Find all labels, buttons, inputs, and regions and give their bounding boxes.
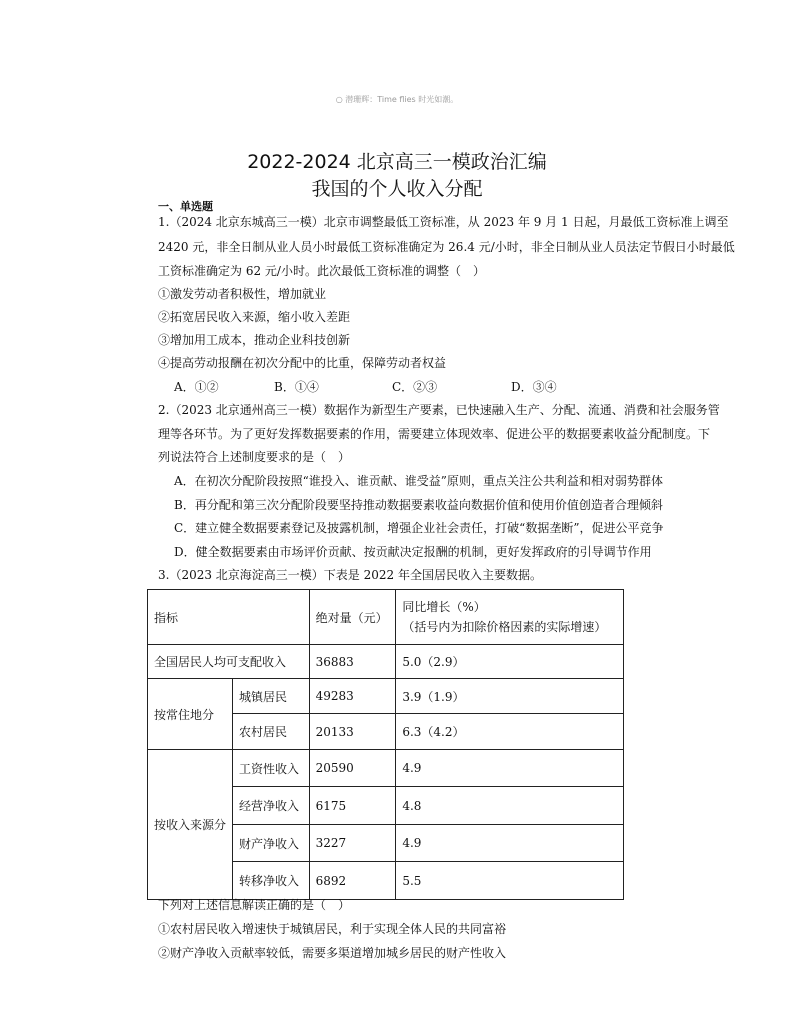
q2-option-a: A．在初次分配阶段按照“谁投入、谁贡献、谁受益”原则，重点关注公共利益和相对弱势群体 (174, 474, 663, 488)
q2-option-b: B．再分配和第三次分配阶段要坚持推动数据要素收益向数据价值和使用价值创造者合理倾斜 (174, 498, 663, 512)
row-label: 工资性收入 (233, 750, 310, 787)
row-label: 财产净收入 (233, 825, 310, 862)
header-indicator: 指标 (148, 590, 310, 645)
table-row (148, 750, 624, 787)
q3-statement-2: ②财产净收入贡献率较低，需要多渠道增加城乡居民的财产性收入 (158, 946, 507, 960)
table-row (148, 645, 624, 679)
row-value: 6892 (309, 862, 396, 900)
section-heading: 一、单选题 (158, 200, 213, 213)
row-value: 36883 (309, 645, 396, 679)
q2-option-d: D．健全数据要素由市场评价贡献、按贡献决定报酬的机制，更好发挥政府的引导调节作用 (174, 545, 652, 559)
q1-line-1: 1.（2024 北京东城高三一模）北京市调整最低工资标准，从 2023 年 9 月 1 日起，月最低工资标准上调至 (158, 215, 729, 229)
row-label: 转移净收入 (233, 862, 310, 900)
row-growth: 5.5 (396, 862, 624, 900)
table-header-row (148, 590, 624, 645)
q1-statement-1: ①激发劳动者积极性，增加就业 (158, 287, 327, 301)
q2-line-3: 列说法符合上述制度要求的是（ ） (158, 450, 351, 464)
table-row (148, 679, 624, 714)
row-value: 20133 (309, 714, 396, 750)
row-value: 49283 (309, 679, 396, 714)
header-growth-line-2: （括号内为扣除价格因素的实际增速） (402, 620, 607, 634)
q1-option-b: B．①④ (274, 380, 319, 394)
row-growth: 4.9 (396, 825, 624, 862)
q1-statement-4: ④提高劳动报酬在初次分配中的比重，保障劳动者权益 (158, 356, 447, 370)
header-growth (396, 590, 624, 645)
q3-question: 下列对上述信息解读正确的是（ ） (158, 898, 351, 912)
q1-line-2: 2420 元，非全日制从业人员小时最低工资标准确定为 26.4 元/小时，非全日制从业人员法定节假日小时最低 (158, 240, 735, 254)
group-label-residence: 按常住地分 (148, 679, 233, 750)
q2-line-2: 理等各环节。为了更好发挥数据要素的作用，需要建立体现效率、促进公平的数据要素收益分配制度。下 (158, 427, 711, 441)
document-subtitle: 我国的个人收入分配 (311, 178, 483, 200)
row-label: 经营净收入 (233, 787, 310, 825)
row-growth: 3.9（1.9） (396, 679, 624, 714)
q1-line-3: 工资标准确定为 62 元/小时。此次最低工资标准的调整（ ） (158, 264, 485, 278)
q3-statement-1: ①农村居民收入增速快于城镇居民，利于实现全体人民的共同富裕 (158, 922, 507, 936)
row-growth: 4.8 (396, 787, 624, 825)
group-label-source: 按收入来源分 (148, 750, 233, 900)
header-absolute: 绝对量（元） (309, 590, 396, 645)
row-growth: 4.9 (396, 750, 624, 787)
q1-statement-3: ③增加用工成本，推动企业科技创新 (158, 333, 351, 347)
row-label: 农村居民 (233, 714, 310, 750)
row-label: 城镇居民 (233, 679, 310, 714)
row-growth: 6.3（4.2） (396, 714, 624, 750)
q1-option-d: D．③④ (511, 380, 557, 394)
q3-intro: 3.（2023 北京海淀高三一模）下表是 2022 年全国居民收入主要数据。 (158, 568, 542, 582)
document-title: 2022-2024 北京高三一模政治汇编 (247, 151, 547, 173)
row-value: 20590 (309, 750, 396, 787)
row-value: 6175 (309, 787, 396, 825)
row-value: 3227 (309, 825, 396, 862)
header-growth-line-1: 同比增长（%） (402, 600, 486, 614)
row-growth: 5.0（2.9） (396, 645, 624, 679)
row-label: 全国居民人均可支配收入 (148, 645, 310, 679)
q2-line-1: 2.（2023 北京通州高三一模）数据作为新型生产要素，已快速融入生产、分配、流通、消费和社会服务管 (158, 403, 720, 417)
q1-statement-2: ②拓宽居民收入来源，缩小收入差距 (158, 310, 351, 324)
q1-option-a: A．①② (174, 380, 219, 394)
watermark-text: ○ 潜珊辉：Time flies 时光如潮。 (335, 95, 459, 104)
income-data-table (147, 589, 624, 900)
q1-option-c: C．②③ (392, 380, 438, 394)
q2-option-c: C．建立健全数据要素登记及披露机制，增强企业社会责任，打破“数据垄断”，促进公平竞争 (174, 521, 664, 535)
